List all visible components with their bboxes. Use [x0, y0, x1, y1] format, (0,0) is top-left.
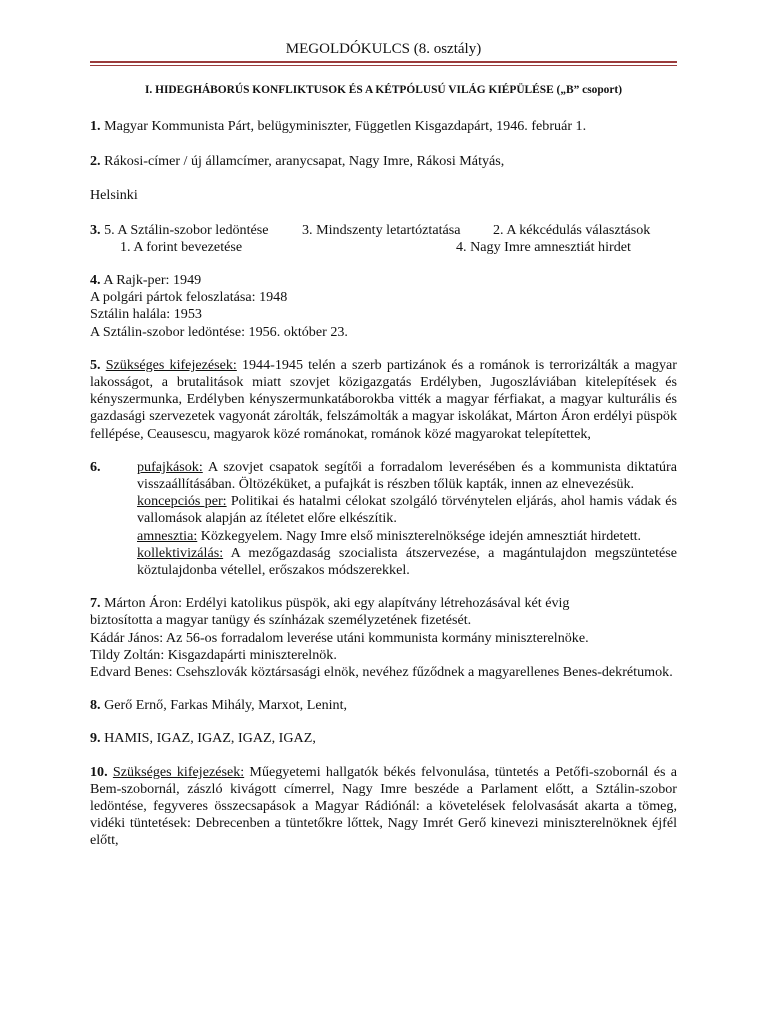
- term-text: Közkegyelem. Nagy Imre első miniszterelnöksége idején amnesztiát hirdetett.: [197, 527, 642, 544]
- answer-1-text: Magyar Kommunista Párt, belügyminiszter, Független Kisgazdapárt, 1946. február 1.: [100, 118, 587, 134]
- answer-3-row-1: [90, 222, 677, 239]
- answer-9: [90, 730, 677, 747]
- answer-8-text: Gerő Ernő, Farkas Mihály, Marxot, Lenint,: [100, 697, 348, 714]
- term-label: koncepciós per:: [137, 493, 227, 510]
- answer-4-line: Sztálin halála: 1953: [90, 306, 202, 323]
- answer-8: [90, 697, 677, 714]
- answer-10-number: 10.: [90, 763, 108, 780]
- section-title: I. HIDEGHÁBORÚS KONFLIKTUSOK ÉS A KÉTPÓLUSÚ VILÁG KIÉPÜLÉSE („B” csoport): [144, 84, 623, 96]
- answer-6: [90, 459, 677, 579]
- answer-5: [90, 357, 677, 443]
- answer-9-number: 9.: [90, 730, 101, 747]
- answer-4-line: A polgári pártok feloszlatása: 1948: [90, 289, 288, 306]
- answer-6-terms: [137, 459, 677, 579]
- answer-3-item-c: 2. A kékcédulás választások: [493, 221, 651, 238]
- term-definition: [137, 545, 677, 579]
- answer-3-item-b: 3. Mindszenty letartóztatása: [302, 221, 461, 238]
- term-text: A mezőgazdaság szocialista átszervezése, a magántulajdon megszüntetése köztulajdonba vétellel, erőszakos módszerekkel.: [137, 544, 677, 579]
- answer-10: [90, 764, 677, 850]
- term-text: A szovjet csapatok segítői a forradalom leverésében és a kommunista diktatúra visszaállításában. Öltözéküket, a pufajkát is részben tőlük kapták, innen az elnevezésük.: [137, 458, 677, 493]
- answer-7-line-2: biztosította a magyar tanügy és színházak személyzetének fizetését.: [90, 612, 472, 629]
- answer-3-row-2: [90, 239, 677, 256]
- term-definition: [137, 459, 677, 493]
- answer-3-item-a: 5. A Sztálin-szobor ledöntése: [100, 221, 269, 238]
- answer-7-benes: Edvard Benes: Csehszlovák köztársasági elnök, nevéhez fűződnek a magyarellenes Benes-dekrétumok.: [90, 664, 673, 681]
- answer-1-number: 1.: [90, 118, 101, 134]
- answer-2: [90, 153, 677, 170]
- answer-10-label: Szükséges kifejezések:: [112, 763, 245, 780]
- answer-3: [90, 222, 677, 256]
- term-text: Politikai és hatalmi célokat szolgáló törvénytelen eljárás, ahol hamis vádak és vallomások alapján az ítéletet előre elkészítik.: [137, 493, 677, 527]
- answer-1: [90, 118, 677, 135]
- answer-7-kadar: Kádár János: Az 56-os forradalom leverése utáni kommunista kormány miniszterelnöke.: [90, 629, 589, 646]
- term-label: amnesztia:: [137, 527, 198, 544]
- answer-5-text: 1944-1945 telén a szerb partizánok és a románok is terrorizálták a magyar lakosságot, a brutalitások miatt szovjet közigazgatás Erdélyben, Jugoszláviában kitelepítések és kényszermunka, Erdélyben kényszermunkatáborokba vitték a magyar férfiakat, a magyar kulturális és gazdasági szervezetek vagyonát zárolták, felszámolták a magyar iskolákat, Márton Áron erdélyi püspök fellépése, Ceausescu, magyarok közé románokat, románok közé magyarokat telepítettek,: [90, 356, 677, 442]
- answer-7-tildy: Tildy Zoltán: Kisgazdapárti miniszterelnök.: [90, 646, 337, 663]
- answer-7-line-1: Márton Áron: Erdélyi katolikus püspök, aki egy alapítvány létrehozásával két évig: [100, 595, 570, 612]
- answer-4-line: A Sztálin-szobor ledöntése: 1956. október 23.: [90, 323, 348, 340]
- term-definition: [137, 528, 677, 545]
- answer-10-text: Műegyetemi hallgatók békés felvonulása, tüntetés a Petőfi-szobornál és a Bem-szobornál, zászló kivágott címerrel, Nagy Imre beszéde a Parlament előtt, a Sztálin-szobor ledöntése, fegyveres összecsapások a Magyar Rádiónál: a követelések felolvasását akarta a tömeg, vidéki tüntetések: Debrecenben a tüntetőkre lőttek, Nagy Imrét Gerő kinevezi miniszterelnöknek éjfél előtt,: [90, 763, 677, 849]
- answer-6-number: 6.: [90, 458, 101, 475]
- page-header: MEGOLDÓKULCS (8. osztály): [285, 41, 482, 57]
- term-definition: [137, 493, 677, 527]
- answer-5-number: 5.: [90, 356, 101, 373]
- answer-3-item-e: 4. Nagy Imre amnesztiát hirdet: [456, 238, 631, 255]
- answer-3-number: 3.: [90, 221, 101, 238]
- answer-7-number: 7.: [90, 595, 101, 612]
- answer-2-text: Rákosi-címer / új államcímer, aranycsapat, Nagy Imre, Rákosi Mátyás,: [100, 152, 505, 169]
- term-label: pufajkások:: [137, 458, 203, 475]
- answer-4: [90, 272, 677, 341]
- answer-9-text: HAMIS, IGAZ, IGAZ, IGAZ, IGAZ,: [100, 730, 316, 747]
- document-body: [90, 83, 677, 850]
- header-rule-thick: [90, 61, 677, 63]
- answer-7: [90, 595, 677, 681]
- answer-4-line: A Rajk-per: 1949: [100, 271, 202, 288]
- answer-2-extra: Helsinki: [90, 187, 138, 204]
- answer-8-number: 8.: [90, 697, 101, 714]
- answer-4-number: 4.: [90, 271, 101, 288]
- answer-3-item-d: 1. A forint bevezetése: [120, 238, 243, 255]
- header-rule-thin: [90, 65, 677, 66]
- answer-2-number: 2.: [90, 152, 101, 169]
- answer-5-label: Szükséges kifejezések:: [105, 356, 237, 373]
- term-label: kollektivizálás:: [137, 544, 224, 561]
